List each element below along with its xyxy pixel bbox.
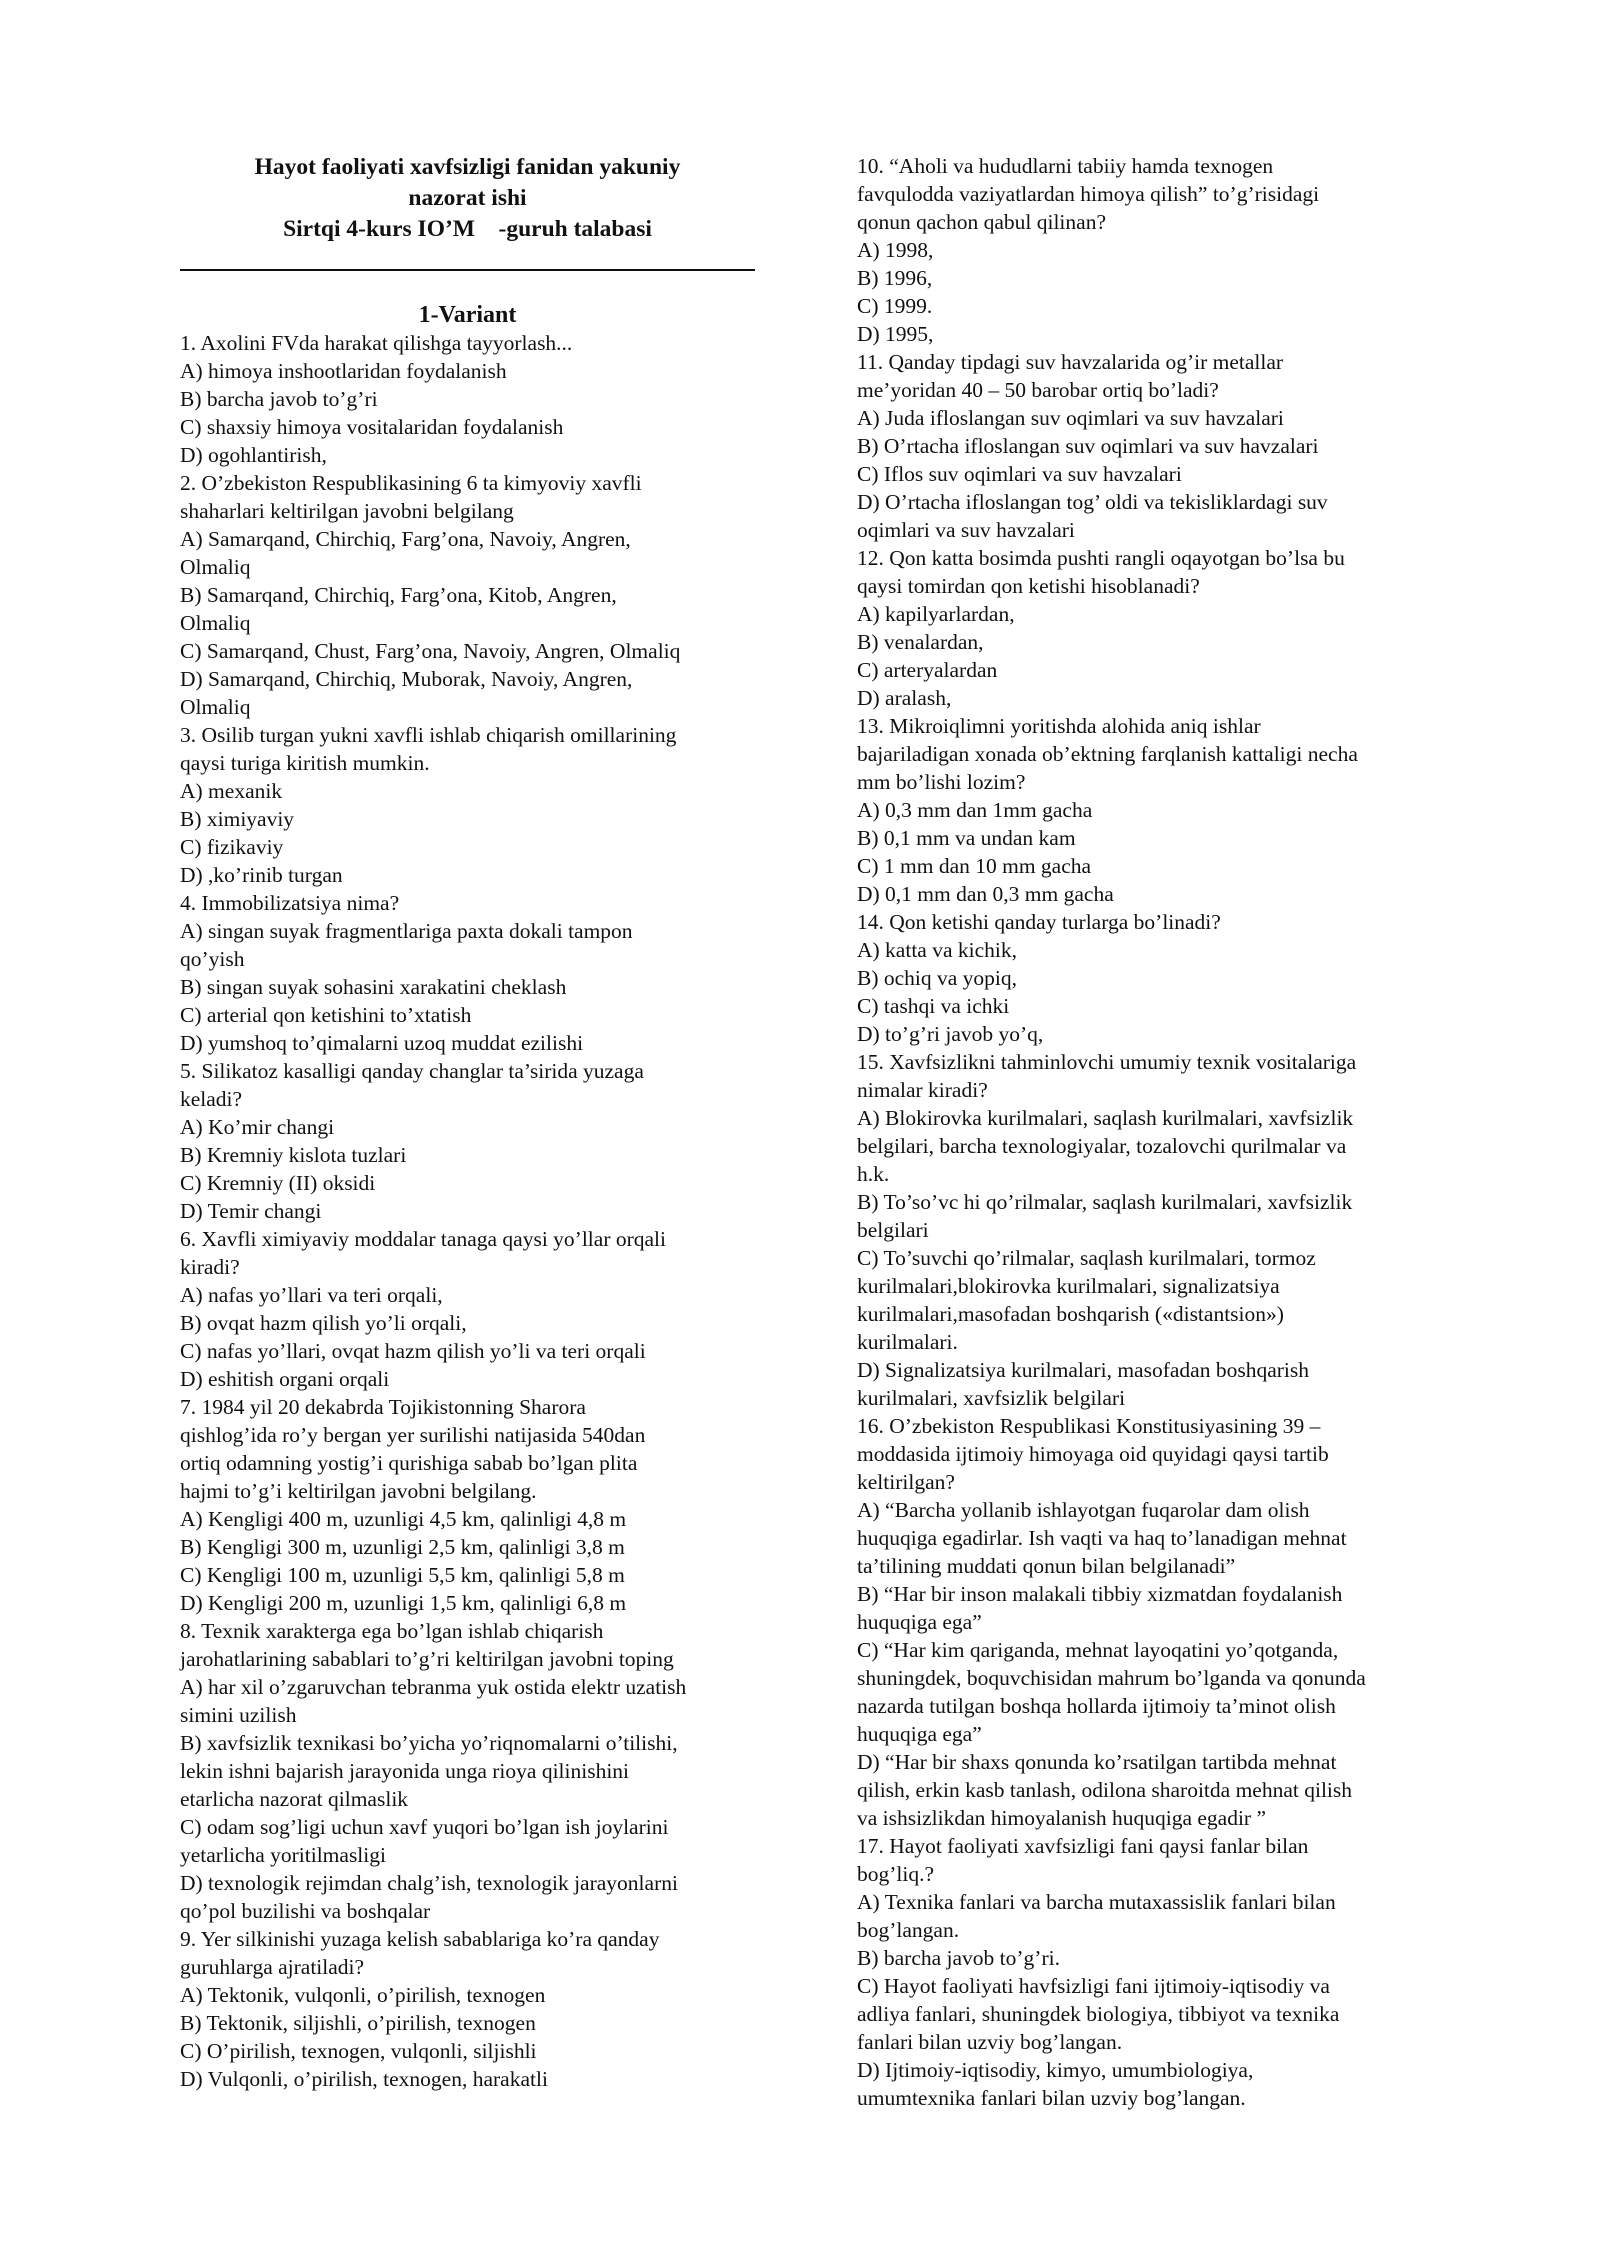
variant-heading: 1-Variant bbox=[418, 302, 517, 328]
text-line: D) Kengligi 200 m, uzunligi 1,5 km, qalinligi 6,8 m bbox=[180, 1591, 627, 1615]
text-line: B) “Har bir inson malakali tibbiy xizmatdan foydalanish bbox=[857, 1582, 1343, 1606]
text-line: Olmaliq bbox=[180, 611, 251, 635]
text-line: kurilmalari,masofadan boshqarish («distantsion») bbox=[857, 1302, 1284, 1326]
text-line: B) venalardan, bbox=[857, 630, 984, 654]
text-line: C) fizikaviy bbox=[180, 835, 284, 859]
title-line-1: Hayot faoliyati xavfsizligi fanidan yakuniy bbox=[254, 154, 681, 180]
text-line: A) nafas yo’llari va teri orqali, bbox=[180, 1283, 443, 1307]
text-line: 15. Xavfsizlikni tahminlovchi umumiy texnik vositalariga bbox=[857, 1050, 1357, 1074]
text-line: B) Samarqand, Chirchiq, Farg’ona, Kitob, Angren, bbox=[180, 583, 617, 607]
text-line: C) 1 mm dan 10 mm gacha bbox=[857, 854, 1092, 878]
text-line: B) barcha javob to’g’ri bbox=[180, 387, 378, 411]
text-line: qilish, erkin kasb tanlash, odilona sharoitda mehnat qilish bbox=[857, 1778, 1353, 1802]
text-line: B) singan suyak sohasini xarakatini cheklash bbox=[180, 975, 567, 999]
text-line: C) 1999. bbox=[857, 294, 933, 318]
text-line: ortiq odamning yostig’i qurishiga sabab bo’lgan plita bbox=[180, 1451, 638, 1475]
text-line: kiradi? bbox=[180, 1255, 240, 1279]
text-line: B) ovqat hazm qilish yo’li orqali, bbox=[180, 1311, 467, 1335]
text-line: D) eshitish organi orqali bbox=[180, 1367, 390, 1391]
text-line: qo’pol buzilishi va boshqalar bbox=[180, 1899, 431, 1923]
text-line: C) Iflos suv oqimlari va suv havzalari bbox=[857, 462, 1182, 486]
text-line: 13. Mikroiqlimni yoritishda alohida aniq ishlar bbox=[857, 714, 1261, 738]
text-line: A) har xil o’zgaruvchan tebranma yuk ostida elektr uzatish bbox=[180, 1675, 687, 1699]
text-line: 8. Texnik xarakterga ega bo’lgan ishlab chiqarish bbox=[180, 1619, 604, 1643]
text-line: shuningdek, boquvchisidan mahrum bo’lganda va qonunda bbox=[857, 1666, 1366, 1690]
text-line: C) “Har kim qariganda, mehnat layoqatini yo’qotganda, bbox=[857, 1638, 1339, 1662]
text-line: D) 0,1 mm dan 0,3 mm gacha bbox=[857, 882, 1114, 906]
text-line: A) Tektonik, vulqonli, o’pirilish, texnogen bbox=[180, 1983, 546, 2007]
text-line: belgilari, barcha texnologiyalar, tozalovchi qurilmalar va bbox=[857, 1134, 1347, 1158]
text-line: B) ximiyaviy bbox=[180, 807, 295, 831]
text-line: D) to’g’ri javob yo’q, bbox=[857, 1022, 1044, 1046]
text-line: 10. “Aholi va hududlarni tabiiy hamda texnogen bbox=[857, 154, 1274, 178]
text-line: kurilmalari, xavfsizlik belgilari bbox=[857, 1386, 1126, 1410]
text-line: kurilmalari. bbox=[857, 1330, 958, 1354]
text-line: belgilari bbox=[857, 1218, 929, 1242]
right-question-list bbox=[857, 152, 1447, 2112]
text-line: umumtexnika fanlari bilan uzviy bog’langan. bbox=[857, 2086, 1246, 2110]
text-line: 9. Yer silkinishi yuzaga kelish sabablariga ko’ra qanday bbox=[180, 1927, 660, 1951]
text-line: yetarlicha yoritilmasligi bbox=[180, 1843, 386, 1867]
text-line: qishlog’ida ro’y bergan yer surilishi natijasida 540dan bbox=[180, 1423, 646, 1447]
text-line: huquqiga ega” bbox=[857, 1610, 982, 1634]
text-line: huquqiga ega” bbox=[857, 1722, 982, 1746]
text-line: hajmi to’g’i keltirilgan javobni belgilang. bbox=[180, 1479, 537, 1503]
text-line: 5. Silikatoz kasalligi qanday changlar ta’sirida yuzaga bbox=[180, 1059, 644, 1083]
text-line: C) tashqi va ichki bbox=[857, 994, 1010, 1018]
text-line: Olmaliq bbox=[180, 695, 251, 719]
text-line: 11. Qanday tipdagi suv havzalarida og’ir metallar bbox=[857, 350, 1284, 374]
text-line: 1. Axolini FVda harakat qilishga tayyorlash... bbox=[180, 331, 573, 355]
text-line: C) Samarqand, Chust, Farg’ona, Navoiy, Angren, Olmaliq bbox=[180, 639, 681, 663]
text-line: C) shaxsiy himoya vositalaridan foydalanish bbox=[180, 415, 564, 439]
text-line: A) katta va kichik, bbox=[857, 938, 1018, 962]
text-line: A) kapilyarlardan, bbox=[857, 602, 1015, 626]
text-line: A) “Barcha yollanib ishlayotgan fuqarolar dam olish bbox=[857, 1498, 1310, 1522]
text-line: nimalar kiradi? bbox=[857, 1078, 988, 1102]
text-line: B) To’so’vc hi qo’rilmalar, saqlash kurilmalari, xavfsizlik bbox=[857, 1190, 1353, 1214]
text-line: B) xavfsizlik texnikasi bo’yicha yo’riqnomalarni o’tilishi, bbox=[180, 1731, 678, 1755]
text-line: C) arteryalardan bbox=[857, 658, 998, 682]
text-line: D) “Har bir shaxs qonunda ko’rsatilgan tartibda mehnat bbox=[857, 1750, 1337, 1774]
text-line: va ishsizlikdan himoyalanish huquqiga egadir ” bbox=[857, 1806, 1267, 1830]
text-line: qonun qachon qabul qilinan? bbox=[857, 210, 1106, 234]
text-line: D) ,ko’rinib turgan bbox=[180, 863, 343, 887]
text-line: C) arterial qon ketishini to’xtatish bbox=[180, 1003, 472, 1027]
left-column bbox=[180, 152, 760, 2093]
text-line: B) O’rtacha ifloslangan suv oqimlari va suv havzalari bbox=[857, 434, 1319, 458]
text-line: 3. Osilib turgan yukni xavfli ishlab chiqarish omillarining bbox=[180, 723, 677, 747]
text-line: D) aralash, bbox=[857, 686, 952, 710]
header-divider bbox=[180, 269, 755, 271]
text-line: qaysi turiga kiritish mumkin. bbox=[180, 751, 430, 775]
text-line: C) odam sog’ligi uchun xavf yuqori bo’lgan ish joylarini bbox=[180, 1815, 669, 1839]
text-line: nazarda tutilgan boshqa hollarda ijtimoiy ta’minot olish bbox=[857, 1694, 1336, 1718]
text-line: me’yoridan 40 – 50 barobar ortiq bo’ladi? bbox=[857, 378, 1219, 402]
text-line: A) singan suyak fragmentlariga paxta dokali tampon bbox=[180, 919, 633, 943]
text-line: 6. Xavfli ximiyaviy moddalar tanaga qaysi yo’llar orqali bbox=[180, 1227, 666, 1251]
text-line: A) Blokirovka kurilmalari, saqlash kurilmalari, xavfsizlik bbox=[857, 1106, 1354, 1130]
text-line: A) Juda ifloslangan suv oqimlari va suv havzalari bbox=[857, 406, 1284, 430]
right-column bbox=[857, 152, 1447, 2112]
text-line: B) Tektonik, siljishli, o’pirilish, texnogen bbox=[180, 2011, 536, 2035]
text-line: fanlari bilan uzviy bog’langan. bbox=[857, 2030, 1123, 2054]
document-header bbox=[180, 152, 755, 245]
text-line: D) 1995, bbox=[857, 322, 934, 346]
text-line: simini uzilish bbox=[180, 1703, 297, 1727]
text-line: lekin ishni bajarish jarayonida unga rioya qilinishini bbox=[180, 1759, 630, 1783]
text-line: adliya fanlari, shuningdek biologiya, tibbiyot va texnika bbox=[857, 2002, 1340, 2026]
text-line: guruhlarga ajratiladi? bbox=[180, 1955, 365, 1979]
text-line: D) ogohlantirish, bbox=[180, 443, 327, 467]
text-line: 4. Immobilizatsiya nima? bbox=[180, 891, 400, 915]
text-line: D) Temir changi bbox=[180, 1199, 322, 1223]
text-line: A) Texnika fanlari va barcha mutaxassislik fanlari bilan bbox=[857, 1890, 1336, 1914]
text-line: D) Signalizatsiya kurilmalari, masofadan boshqarish bbox=[857, 1358, 1309, 1382]
text-line: D) O’rtacha ifloslangan tog’ oldi va tekisliklardagi suv bbox=[857, 490, 1328, 514]
text-line: jarohatlarining sabablari to’g’ri keltirilgan javobni toping bbox=[180, 1647, 674, 1671]
text-line: C) O’pirilish, texnogen, vulqonli, siljishli bbox=[180, 2039, 537, 2063]
text-line: D) texnologik rejimdan chalg’ish, texnologik jarayonlarni bbox=[180, 1871, 678, 1895]
text-line: B) barcha javob to’g’ri. bbox=[857, 1946, 1060, 1970]
text-line: shaharlari keltirilgan javobni belgilang bbox=[180, 499, 514, 523]
text-line: kurilmalari,blokirovka kurilmalari, signalizatsiya bbox=[857, 1274, 1280, 1298]
left-question-list bbox=[180, 329, 760, 2093]
text-line: Olmaliq bbox=[180, 555, 251, 579]
text-line: C) Hayot faoliyati havfsizligi fani ijtimoiy-iqtisodiy va bbox=[857, 1974, 1330, 1998]
text-line: A) Samarqand, Chirchiq, Farg’ona, Navoiy, Angren, bbox=[180, 527, 631, 551]
text-line: ta’tilining muddati qonun bilan belgilanadi” bbox=[857, 1554, 1236, 1578]
text-line: etarlicha nazorat qilmaslik bbox=[180, 1787, 409, 1811]
text-line: B) 1996, bbox=[857, 266, 933, 290]
text-line: D) Samarqand, Chirchiq, Muborak, Navoiy, Angren, bbox=[180, 667, 633, 691]
text-line: B) Kremniy kislota tuzlari bbox=[180, 1143, 407, 1167]
text-line: 2. O’zbekiston Respublikasining 6 ta kimyoviy xavfli bbox=[180, 471, 642, 495]
text-line: qo’yish bbox=[180, 947, 245, 971]
title-line-3: Sirtqi 4-kurs IO’M -guruh talabasi bbox=[283, 216, 652, 242]
text-line: 17. Hayot faoliyati xavfsizligi fani qaysi fanlar bilan bbox=[857, 1834, 1309, 1858]
text-line: C) nafas yo’llari, ovqat hazm qilish yo’li va teri orqali bbox=[180, 1339, 646, 1363]
text-line: h.k. bbox=[857, 1162, 890, 1186]
text-line: oqimlari va suv havzalari bbox=[857, 518, 1075, 542]
text-line: bog’langan. bbox=[857, 1918, 960, 1942]
text-line: D) Vulqonli, o’pirilish, texnogen, harakatli bbox=[180, 2067, 548, 2091]
text-line: D) Ijtimoiy-iqtisodiy, kimyo, umumbiologiya, bbox=[857, 2058, 1254, 2082]
text-line: 12. Qon katta bosimda pushti rangli oqayotgan bo’lsa bu bbox=[857, 546, 1345, 570]
text-line: B) 0,1 mm va undan kam bbox=[857, 826, 1076, 850]
title-line-2: nazorat ishi bbox=[408, 185, 527, 211]
text-line: C) Kengligi 100 m, uzunligi 5,5 km, qalinligi 5,8 m bbox=[180, 1563, 625, 1587]
text-line: moddasida ijtimoiy himoyaga oid quyidagi qaysi tartib bbox=[857, 1442, 1329, 1466]
text-line: C) Kremniy (II) oksidi bbox=[180, 1171, 376, 1195]
text-line: keltirilgan? bbox=[857, 1470, 955, 1494]
text-line: huquqiga egadirlar. Ish vaqti va haq to’lanadigan mehnat bbox=[857, 1526, 1347, 1550]
text-line: B) ochiq va yopiq, bbox=[857, 966, 1018, 990]
text-line: 14. Qon ketishi qanday turlarga bo’linadi? bbox=[857, 910, 1221, 934]
text-line: 7. 1984 yil 20 dekabrda Tojikistonning Sharora bbox=[180, 1395, 586, 1419]
text-line: C) To’suvchi qo’rilmalar, saqlash kurilmalari, tormoz bbox=[857, 1246, 1316, 1270]
text-line: bajariladigan xonada ob’ektning farqlanish kattaligi necha bbox=[857, 742, 1358, 766]
text-line: A) himoya inshootlaridan foydalanish bbox=[180, 359, 507, 383]
text-line: A) mexanik bbox=[180, 779, 283, 803]
text-line: A) 0,3 mm dan 1mm gacha bbox=[857, 798, 1093, 822]
text-line: qaysi tomirdan qon ketishi hisoblanadi? bbox=[857, 574, 1200, 598]
text-line: favqulodda vaziyatlardan himoya qilish” to’g’risidagi bbox=[857, 182, 1320, 206]
text-line: D) yumshoq to’qimalarni uzoq muddat ezilishi bbox=[180, 1031, 584, 1055]
text-line: 16. O’zbekiston Respublikasi Konstitusiyasining 39 – bbox=[857, 1414, 1321, 1438]
text-line: keladi? bbox=[180, 1087, 243, 1111]
text-line: A) Kengligi 400 m, uzunligi 4,5 km, qalinligi 4,8 m bbox=[180, 1507, 627, 1531]
text-line: A) Ko’mir changi bbox=[180, 1115, 335, 1139]
text-line: bog’liq.? bbox=[857, 1862, 935, 1886]
text-line: B) Kengligi 300 m, uzunligi 2,5 km, qalinligi 3,8 m bbox=[180, 1535, 625, 1559]
text-line: A) 1998, bbox=[857, 238, 934, 262]
text-line: mm bo’lishi lozim? bbox=[857, 770, 1026, 794]
